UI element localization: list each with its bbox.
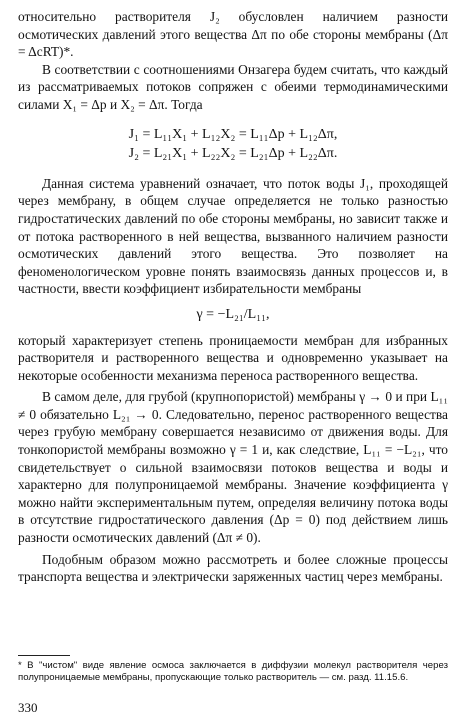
equation-j2: J₂ = L₂₁X₁ + L₂₂X₂ = L₂₁Δp + L₂₂Δπ.: [128, 146, 338, 162]
equation-gamma: γ = −L₂₁/L₁₁,: [196, 306, 270, 322]
paragraph-conclusion: Подобным образом можно рассмотреть и более сложные процессы транспорта вещества и электрически заряженных частиц через мембраны.: [18, 551, 448, 585]
footnote: * В "чистом" виде явление осмоса заключается в диффузии молекул растворителя через полупроницаемые мембраны, пропускающие только растворитель — см. разд. 11.15.6.: [18, 660, 448, 683]
equation-j1: J₁ = L₁₁X₁ + L₁₂X₂ = L₁₁Δp + L₁₂Δπ,: [128, 126, 338, 142]
page-body: [18, 8, 448, 586]
footnote-divider: [18, 655, 70, 656]
paragraph-gamma-description: который характеризует степень проницаемости мембран для избранных растворителя и растворенного вещества и одновременно указывает на некоторые особенности механизма переноса растворенного вещества.: [18, 332, 448, 383]
page-number: 330: [18, 700, 38, 715]
paragraph-membrane-cases: В самом деле, для грубой (крупнопористой) мембраны γ → 0 и при L₁₁ ≠ 0 обязательно L₂₁ → 0. Следовательно, перенос растворенного вещества через грубую мембрану совершается независимо от движения воды. Для тонкопористой мембраны возможно γ = 1 и, как следствие, L₁₁ = −L₂₁, что свидетельствует о сильной взаимосвязи потоков вещества и воды и характерно для полупроницаемой мембраны. Значение коэффициента γ можно найти экспериментальным путем, определяя величину потока воды в отсутствие гидростатического давления (Δp = 0) под действием лишь разности осмотических давлений (Δπ ≠ 0).: [18, 389, 448, 546]
paragraph-onsager: В соответствии с соотношениями Онзагера будем считать, что каждый из рассматриваемых потоков сопряжен с обеими термодинамическими силами X₁ = Δp и X₂ = Δπ. Тогда: [18, 61, 448, 112]
paragraph-intro: относительно растворителя J₂ обусловлен наличием разности осмотических давлений этого вещества Δπ по обе стороны мембраны (Δπ = ΔcRT)*.: [18, 9, 448, 60]
paragraph-system-meaning: Данная система уравнений означает, что поток воды J₁, проходящей через мембрану, в общем случае определяется не только разностью гидростатических давлений по обе стороны мембраны, но зависит также и от потока растворенного в ней вещества, вызванного наличием разности осмотических давлений этого вещества. Это позволяет на феноменологическом уровне понять взаимосвязь данных процессов и, в частности, ввести коэффициент избирательности мембраны: [18, 175, 448, 297]
